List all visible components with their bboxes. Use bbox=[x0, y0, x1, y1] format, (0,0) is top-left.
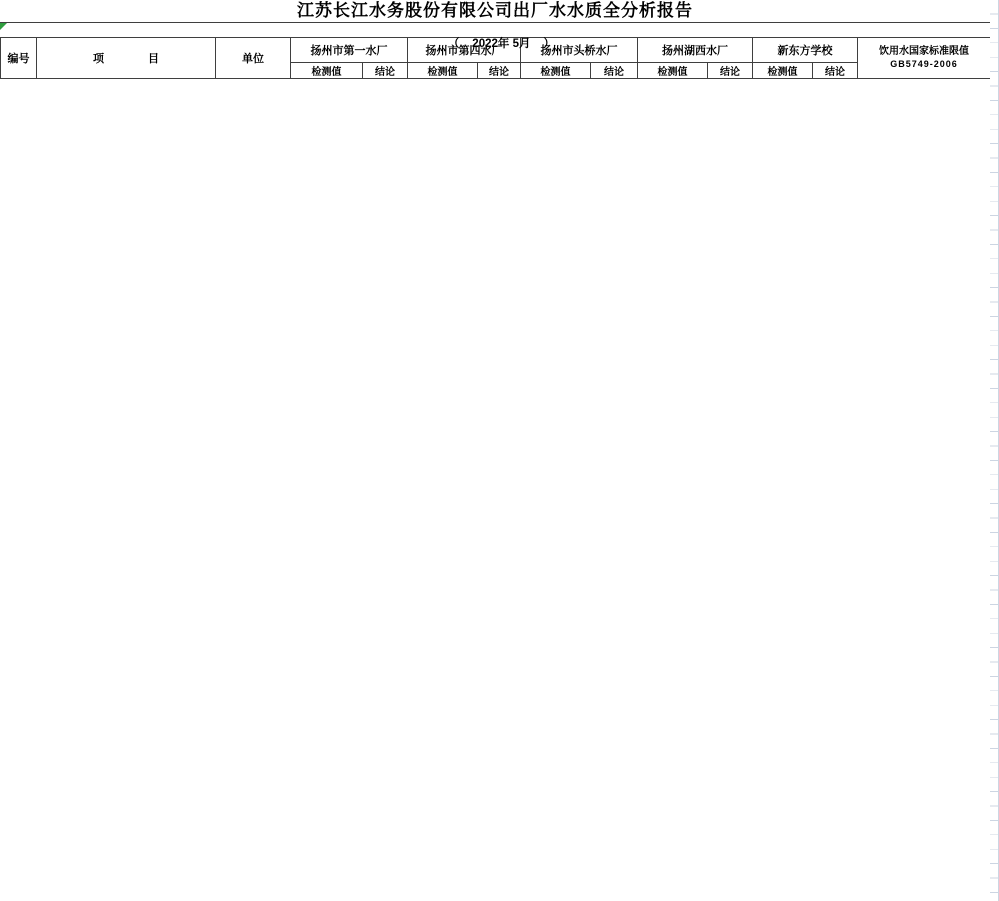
col-header-limit[interactable] bbox=[858, 38, 991, 79]
col-subheader-value-5[interactable]: 检测值 bbox=[753, 63, 813, 79]
report-period: （ 2022年 5月 ） bbox=[448, 38, 555, 50]
col-subheader-value-3[interactable]: 检测值 bbox=[521, 63, 591, 79]
col-header-plant-4[interactable]: 扬州湖西水厂 bbox=[638, 38, 753, 63]
col-subheader-conclusion-5[interactable]: 结论 bbox=[813, 63, 858, 79]
sheet-gridlines-strip bbox=[990, 0, 999, 901]
col-subheader-conclusion-2[interactable]: 结论 bbox=[478, 63, 521, 79]
col-header-plant-1[interactable]: 扬州市第一水厂 bbox=[291, 38, 408, 63]
col-header-plant-3[interactable]: 扬州市头桥水厂 bbox=[521, 38, 638, 63]
col-header-item[interactable]: 项 目 bbox=[37, 38, 216, 79]
col-header-plant-2[interactable]: 扬州市第四水厂 bbox=[408, 38, 521, 63]
report-title[interactable]: 江苏长江水务股份有限公司出厂水水质全分析报告 bbox=[297, 1, 693, 20]
col-subheader-conclusion-4[interactable]: 结论 bbox=[708, 63, 753, 79]
limit-header-standard-code: GB5749-2006 bbox=[890, 58, 958, 69]
col-subheader-conclusion-3[interactable]: 结论 bbox=[591, 63, 638, 79]
col-subheader-conclusion-1[interactable]: 结论 bbox=[363, 63, 408, 79]
comment-marker-icon bbox=[0, 23, 7, 30]
col-subheader-value-2[interactable]: 检测值 bbox=[408, 63, 478, 79]
report-period-cell[interactable] bbox=[0, 22, 990, 50]
col-subheader-value-1[interactable]: 检测值 bbox=[291, 63, 363, 79]
col-header-number[interactable]: 编号 bbox=[1, 38, 37, 79]
limit-header-line1: 饮用水国家标准限值 bbox=[879, 46, 969, 58]
col-header-unit[interactable]: 单位 bbox=[216, 38, 291, 79]
col-header-plant-5[interactable]: 新东方学校 bbox=[753, 38, 858, 63]
col-subheader-value-4[interactable]: 检测值 bbox=[638, 63, 708, 79]
